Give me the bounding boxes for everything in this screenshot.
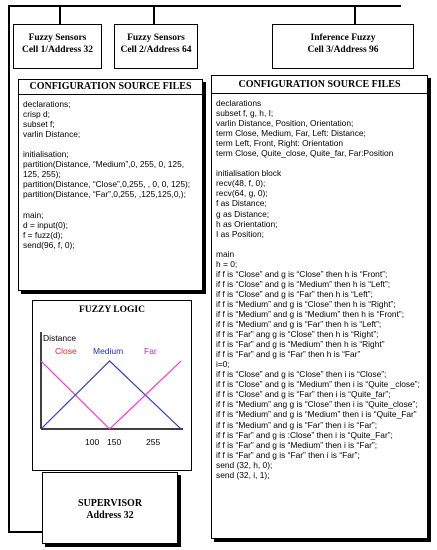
code-line: if f is “Medium” and g is “Far” then h is “Left”; [216,319,382,330]
config-right-header: CONFIGURATION SOURCE FILES [212,76,427,94]
bus-drop-cell3 [354,5,356,25]
code-line [23,139,202,149]
code-line: term Close, Medium, Far, Left: Distance; [216,128,366,139]
code-line: declarations [216,98,262,108]
config-left-code [19,95,202,250]
code-line: h = 0; [216,258,238,269]
code-line: main [216,248,235,259]
top-bus-line [8,5,401,7]
code-line: crisp d; [23,109,50,120]
code-line: recv(64, g, 0); [216,188,268,199]
sensor-cell-1-address: Cell 1/Address 32 [21,45,94,55]
medium-membership-line [41,361,181,429]
code-line: if f is “Close” and g is “Close” then h is “Front”; [216,268,388,279]
code-line: term Close, Quite_close, Quite_far, Far:Position [216,148,394,159]
fuzzy-membership-chart [33,319,190,469]
config-source-left [18,79,203,291]
code-line: subset f; [23,119,55,130]
fuzzy-ylabel: Distance [43,333,77,343]
code-line: if f is “Far” ang g is “Close” then h is “Right”; [216,329,379,340]
legend-close: Close [55,346,77,356]
code-line: recv(48, f, 0); [216,178,266,189]
code-line: if f is “Far” and g is :Close” then i is “Quite_Far”; [216,429,393,440]
inference-cell-3-title: Inference Fuzzy [310,33,376,43]
code-line: f as Distance; [216,198,267,209]
code-line: send (32, h, 0); [216,459,273,470]
inference-cell-3-address: Cell 3/Address 96 [307,45,379,55]
supervisor-link-line [8,531,42,533]
fuzzy-logic-title: FUZZY LOGIC [79,305,145,315]
supervisor-title: SUPERVISOR [77,498,143,509]
x-tick-150: 150 [107,437,122,447]
code-line: h as Orientation; [216,218,278,229]
code-line: partition(Distance, “Close”,0,255, , 0, 0, 125); [23,179,191,190]
config-left-header: CONFIGURATION SOURCE FILES [19,80,202,95]
bus-left-drop [8,5,10,533]
sensor-cell-2-title: Fuzzy Sensors [127,33,185,43]
code-line: if f is “Close” and g is “Medium” then i is “Quite _close”; [216,379,420,390]
code-line: if f is “Far” and g is “Far” then h is “Far” [216,349,361,360]
code-line: partition(Distance, “Far”,0,255, ,125,125,0,); [23,189,186,200]
code-line: i=0; [216,359,230,370]
code-line: I as Position; [216,228,264,239]
x-tick-255: 255 [146,437,161,447]
code-line: if f is “Close” and g is “Far” then h is “Left”; [216,288,373,299]
code-line: initialisation block [216,168,282,179]
code-line [23,199,202,209]
code-line: initialisation; [23,149,69,160]
code-line: varlin Distance; [23,129,81,140]
code-line: if f is “Close” and g is “Far” then i is “Quite_far”; [216,389,391,400]
sensor-cell-2 [114,24,198,69]
code-line: if f is “Medium” ang g is “Close” then i is “Quite_close”; [216,399,418,410]
fuzzy-logic-panel [32,300,192,471]
code-line: if f is “Medium” and g is “Far” then i is “Far”; [216,419,378,430]
code-line: if f is “Medium” and g is “Medium” then h is “Front”; [216,308,405,319]
code-line: if f is “Far” and g is “Far” then i is “Far”; [216,449,360,460]
code-line: declarations; [23,99,71,109]
code-line: if f is “Close” and g is “Close” then i is “Close”; [216,369,387,380]
config-right-code [212,94,427,480]
sensor-cell-1 [13,24,102,69]
code-line: g as Distance; [216,208,270,219]
config-source-right [211,75,428,539]
bus-drop-cell1 [59,5,61,25]
supervisor-address: Address 32 [86,510,134,521]
code-line: subset f, g, h, I; [216,108,274,119]
code-line: 125, 255); [23,169,61,180]
code-line [216,158,427,168]
code-line: f = fuzz(d); [23,229,63,240]
supervisor-box [42,472,178,544]
code-line: term Left, Front, Right: Orientation [216,138,344,149]
code-line: d = input(0); [23,219,68,230]
code-line: if f is “Medium” and g is “Medium” then i is “Quite_Far” [216,409,417,420]
legend-medium: Medium [93,346,124,356]
sensor-cell-2-address: Cell 2/Address 64 [120,45,192,55]
code-line: send(96, f, 0); [23,239,75,250]
code-line: if f is “Far” and g is “Medium” then h is “Right” [216,339,385,350]
bus-drop-cell2 [153,5,155,25]
code-line: partition(Distance, “Medium”,0, 255, 0, 125, [23,159,185,170]
legend-far: Far [144,346,157,356]
code-line: send (32, i, 1); [216,469,270,480]
code-line: if f is “Close” and g is “Medium” then h is “Left”; [216,278,391,289]
code-line: if f is “Far” and g is “Medium” then i is “Far”; [216,439,378,450]
x-tick-100: 100 [85,437,100,447]
code-line [216,239,427,249]
code-line: varlin Distance, Position, Orientation; [216,118,354,129]
inference-cell-3 [272,24,414,69]
code-line: if f is “Medium” and g is “Close” then h is “Right”; [216,298,396,309]
code-line: main; [23,209,44,220]
sensor-cell-1-title: Fuzzy Sensors [28,33,87,43]
